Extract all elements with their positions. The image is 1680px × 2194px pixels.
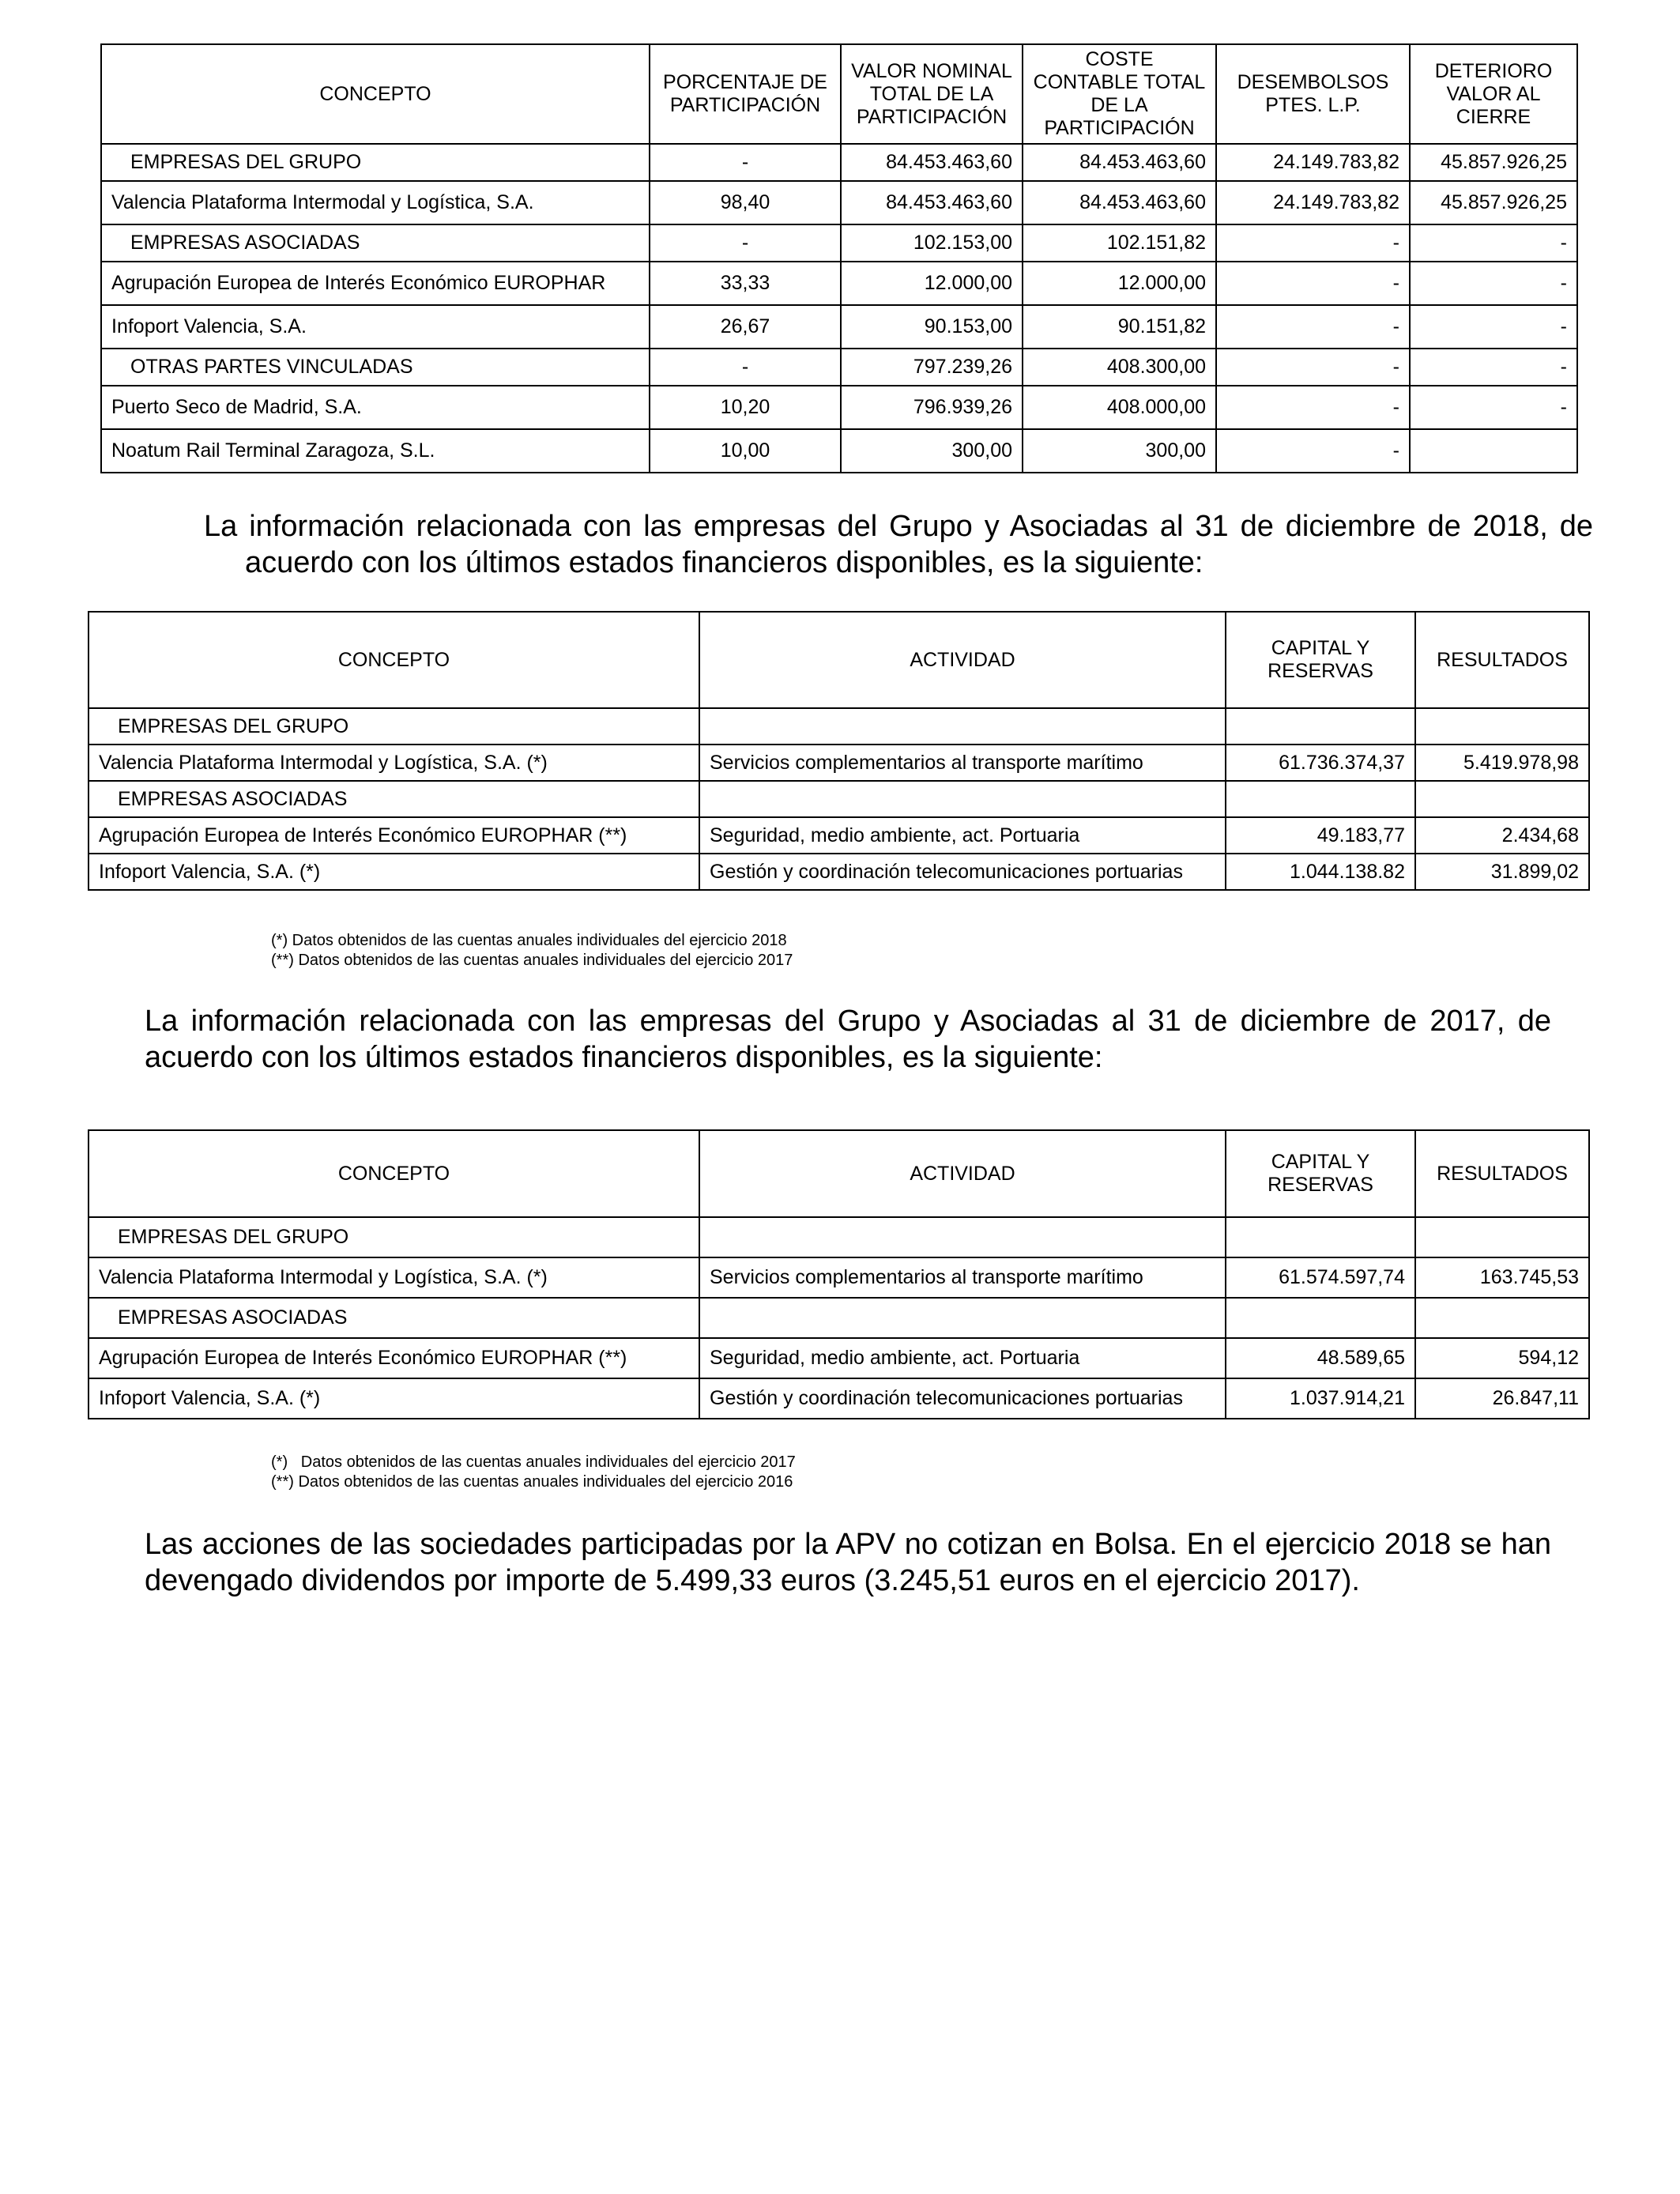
table-cell: 797.239,26 <box>841 349 1023 386</box>
table-cell: 5.419.978,98 <box>1415 745 1589 781</box>
table-cell <box>699 708 1226 745</box>
table-cell: - <box>1410 262 1577 305</box>
table-cell: 49.183,77 <box>1226 817 1415 854</box>
table-cell: Noatum Rail Terminal Zaragoza, S.L. <box>101 429 650 473</box>
table-cell: 163.745,53 <box>1415 1257 1589 1298</box>
column-header: CAPITAL Y RESERVAS <box>1226 1130 1415 1217</box>
column-header: ACTIVIDAD <box>699 612 1226 708</box>
table-cell: 45.857.926,25 <box>1410 181 1577 224</box>
table-cell: Agrupación Europea de Interés Económico EUROPHAR (**) <box>89 817 699 854</box>
table-cell: Puerto Seco de Madrid, S.A. <box>101 386 650 429</box>
table-cell: 10,00 <box>650 429 841 473</box>
table-cell <box>1415 781 1589 817</box>
table-cell: EMPRESAS ASOCIADAS <box>101 224 650 262</box>
table-cell: 31.899,02 <box>1415 854 1589 890</box>
table-row <box>89 708 1589 745</box>
table-cell: - <box>650 144 841 181</box>
table-row <box>101 262 1577 305</box>
table-cell <box>1226 781 1415 817</box>
table-cell: 84.453.463,60 <box>1023 144 1216 181</box>
table-cell: 24.149.783,82 <box>1216 181 1410 224</box>
table-header-row <box>89 612 1589 708</box>
table-cell: OTRAS PARTES VINCULADAS <box>101 349 650 386</box>
table-cell: 26,67 <box>650 305 841 349</box>
table-cell: 408.300,00 <box>1023 349 1216 386</box>
table-row <box>89 1338 1589 1378</box>
table-cell <box>1226 1217 1415 1257</box>
table-cell: Infoport Valencia, S.A. <box>101 305 650 349</box>
table-cell <box>699 1298 1226 1338</box>
table-cell: 2.434,68 <box>1415 817 1589 854</box>
table-cell: 61.574.597,74 <box>1226 1257 1415 1298</box>
column-header: DESEMBOLSOS PTES. L.P. <box>1216 44 1410 144</box>
table-row <box>89 817 1589 854</box>
table-cell: 12.000,00 <box>1023 262 1216 305</box>
table-cell: - <box>1410 305 1577 349</box>
table-cell: Infoport Valencia, S.A. (*) <box>89 1378 699 1419</box>
table-cell: 26.847,11 <box>1415 1378 1589 1419</box>
table-cell: 408.000,00 <box>1023 386 1216 429</box>
table-row <box>89 1257 1589 1298</box>
column-header: VALOR NOMINAL TOTAL DE LA PARTICIPACIÓN <box>841 44 1023 144</box>
column-header: COSTE CONTABLE TOTAL DE LA PARTICIPACIÓN <box>1023 44 1216 144</box>
table-cell: - <box>650 224 841 262</box>
companies-2018-table <box>88 611 1590 891</box>
table-cell: - <box>1216 224 1410 262</box>
column-header: RESULTADOS <box>1415 612 1589 708</box>
table-cell: 84.453.463,60 <box>841 181 1023 224</box>
table-cell: Valencia Plataforma Intermodal y Logística, S.A. (*) <box>89 1257 699 1298</box>
table-cell: - <box>1410 224 1577 262</box>
table-cell: Valencia Plataforma Intermodal y Logística, S.A. <box>101 181 650 224</box>
table-cell: Gestión y coordinación telecomunicaciones portuarias <box>699 854 1226 890</box>
participations-table <box>100 43 1578 473</box>
table-cell <box>1415 708 1589 745</box>
table-cell: - <box>1410 349 1577 386</box>
table-cell: EMPRESAS ASOCIADAS <box>89 1298 699 1338</box>
paragraph-2018-intro: La información relacionada con las empresas del Grupo y Asociadas al 31 de diciembre de 2018, de acuerdo con los últimos estados financieros disponibles, es la siguiente: <box>204 510 1593 579</box>
table-cell: 61.736.374,37 <box>1226 745 1415 781</box>
table-cell: Servicios complementarios al transporte marítimo <box>699 1257 1226 1298</box>
footnotes-2017 <box>271 1453 1377 1492</box>
column-header: PORCENTAJE DE PARTICIPACIÓN <box>650 44 841 144</box>
table-cell: EMPRESAS DEL GRUPO <box>89 708 699 745</box>
table-cell: 90.151,82 <box>1023 305 1216 349</box>
table-cell <box>1410 429 1577 473</box>
table-row <box>101 144 1577 181</box>
table-cell: - <box>650 349 841 386</box>
footnote-line: (*) Datos obtenidos de las cuentas anuales individuales del ejercicio 2018 <box>271 932 787 949</box>
table-row <box>89 745 1589 781</box>
table-row <box>101 429 1577 473</box>
footnote-line: (**) Datos obtenidos de las cuentas anuales individuales del ejercicio 2016 <box>271 1473 793 1491</box>
table-cell: 24.149.783,82 <box>1216 144 1410 181</box>
table-cell: 98,40 <box>650 181 841 224</box>
column-header: CAPITAL Y RESERVAS <box>1226 612 1415 708</box>
table-cell <box>1226 708 1415 745</box>
column-header: CONCEPTO <box>89 1130 699 1217</box>
table-cell: 102.153,00 <box>841 224 1023 262</box>
table-cell: - <box>1216 349 1410 386</box>
column-header: ACTIVIDAD <box>699 1130 1226 1217</box>
table-cell: 1.037.914,21 <box>1226 1378 1415 1419</box>
table-cell: 1.044.138.82 <box>1226 854 1415 890</box>
footnotes-2018 <box>271 931 1377 971</box>
table-row <box>89 1217 1589 1257</box>
table-cell: Agrupación Europea de Interés Económico EUROPHAR <box>101 262 650 305</box>
table-cell: - <box>1216 262 1410 305</box>
table-cell <box>699 1217 1226 1257</box>
footnote-line: (*) Datos obtenidos de las cuentas anuales individuales del ejercicio 2017 <box>271 1453 796 1471</box>
column-header: CONCEPTO <box>101 44 650 144</box>
table-cell: EMPRESAS ASOCIADAS <box>89 781 699 817</box>
table-cell: Seguridad, medio ambiente, act. Portuaria <box>699 1338 1226 1378</box>
table-row <box>89 781 1589 817</box>
table-cell: 45.857.926,25 <box>1410 144 1577 181</box>
column-header: RESULTADOS <box>1415 1130 1589 1217</box>
table-cell: - <box>1216 305 1410 349</box>
table-row <box>101 349 1577 386</box>
table-cell: Servicios complementarios al transporte marítimo <box>699 745 1226 781</box>
column-header: DETERIORO VALOR AL CIERRE <box>1410 44 1577 144</box>
table-cell: Seguridad, medio ambiente, act. Portuaria <box>699 817 1226 854</box>
table-row <box>89 854 1589 890</box>
table-cell: EMPRESAS DEL GRUPO <box>89 1217 699 1257</box>
table-row <box>89 1378 1589 1419</box>
table-cell <box>1415 1217 1589 1257</box>
table-row <box>89 1298 1589 1338</box>
table-cell <box>699 781 1226 817</box>
table-cell: 84.453.463,60 <box>1023 181 1216 224</box>
table-cell: 12.000,00 <box>841 262 1023 305</box>
table-cell: 84.453.463,60 <box>841 144 1023 181</box>
table-cell: - <box>1216 429 1410 473</box>
table-cell: Infoport Valencia, S.A. (*) <box>89 854 699 890</box>
table-cell: Valencia Plataforma Intermodal y Logística, S.A. (*) <box>89 745 699 781</box>
table-cell: 300,00 <box>1023 429 1216 473</box>
table-header-row <box>89 1130 1589 1217</box>
table-cell: - <box>1410 386 1577 429</box>
table-header-row <box>101 44 1577 144</box>
table-cell <box>1415 1298 1589 1338</box>
table-cell: 90.153,00 <box>841 305 1023 349</box>
table-row <box>101 386 1577 429</box>
table-cell: Agrupación Europea de Interés Económico EUROPHAR (**) <box>89 1338 699 1378</box>
table-cell <box>1226 1298 1415 1338</box>
table-cell: 102.151,82 <box>1023 224 1216 262</box>
companies-2017-table <box>88 1129 1590 1419</box>
table-row <box>101 305 1577 349</box>
table-row <box>101 181 1577 224</box>
table-cell: 33,33 <box>650 262 841 305</box>
table-cell: 594,12 <box>1415 1338 1589 1378</box>
table-cell: EMPRESAS DEL GRUPO <box>101 144 650 181</box>
table-cell: - <box>1216 386 1410 429</box>
table-cell: 796.939,26 <box>841 386 1023 429</box>
table-cell: 10,20 <box>650 386 841 429</box>
column-header: CONCEPTO <box>89 612 699 708</box>
paragraph-dividends: Las acciones de las sociedades participadas por la APV no cotizan en Bolsa. En el ejercicio 2018 se han devengado dividendos por importe de 5.499,33 euros (3.245,51 euros en el ejercicio 2017). <box>145 1528 1551 1597</box>
table-cell: Gestión y coordinación telecomunicaciones portuarias <box>699 1378 1226 1419</box>
table-row <box>101 224 1577 262</box>
paragraph-2017-intro: La información relacionada con las empresas del Grupo y Asociadas al 31 de diciembre de 2017, de acuerdo con los últimos estados financieros disponibles, es la siguiente: <box>145 1005 1551 1074</box>
footnote-line: (**) Datos obtenidos de las cuentas anuales individuales del ejercicio 2017 <box>271 952 793 969</box>
table-cell: 48.589,65 <box>1226 1338 1415 1378</box>
table-cell: 300,00 <box>841 429 1023 473</box>
